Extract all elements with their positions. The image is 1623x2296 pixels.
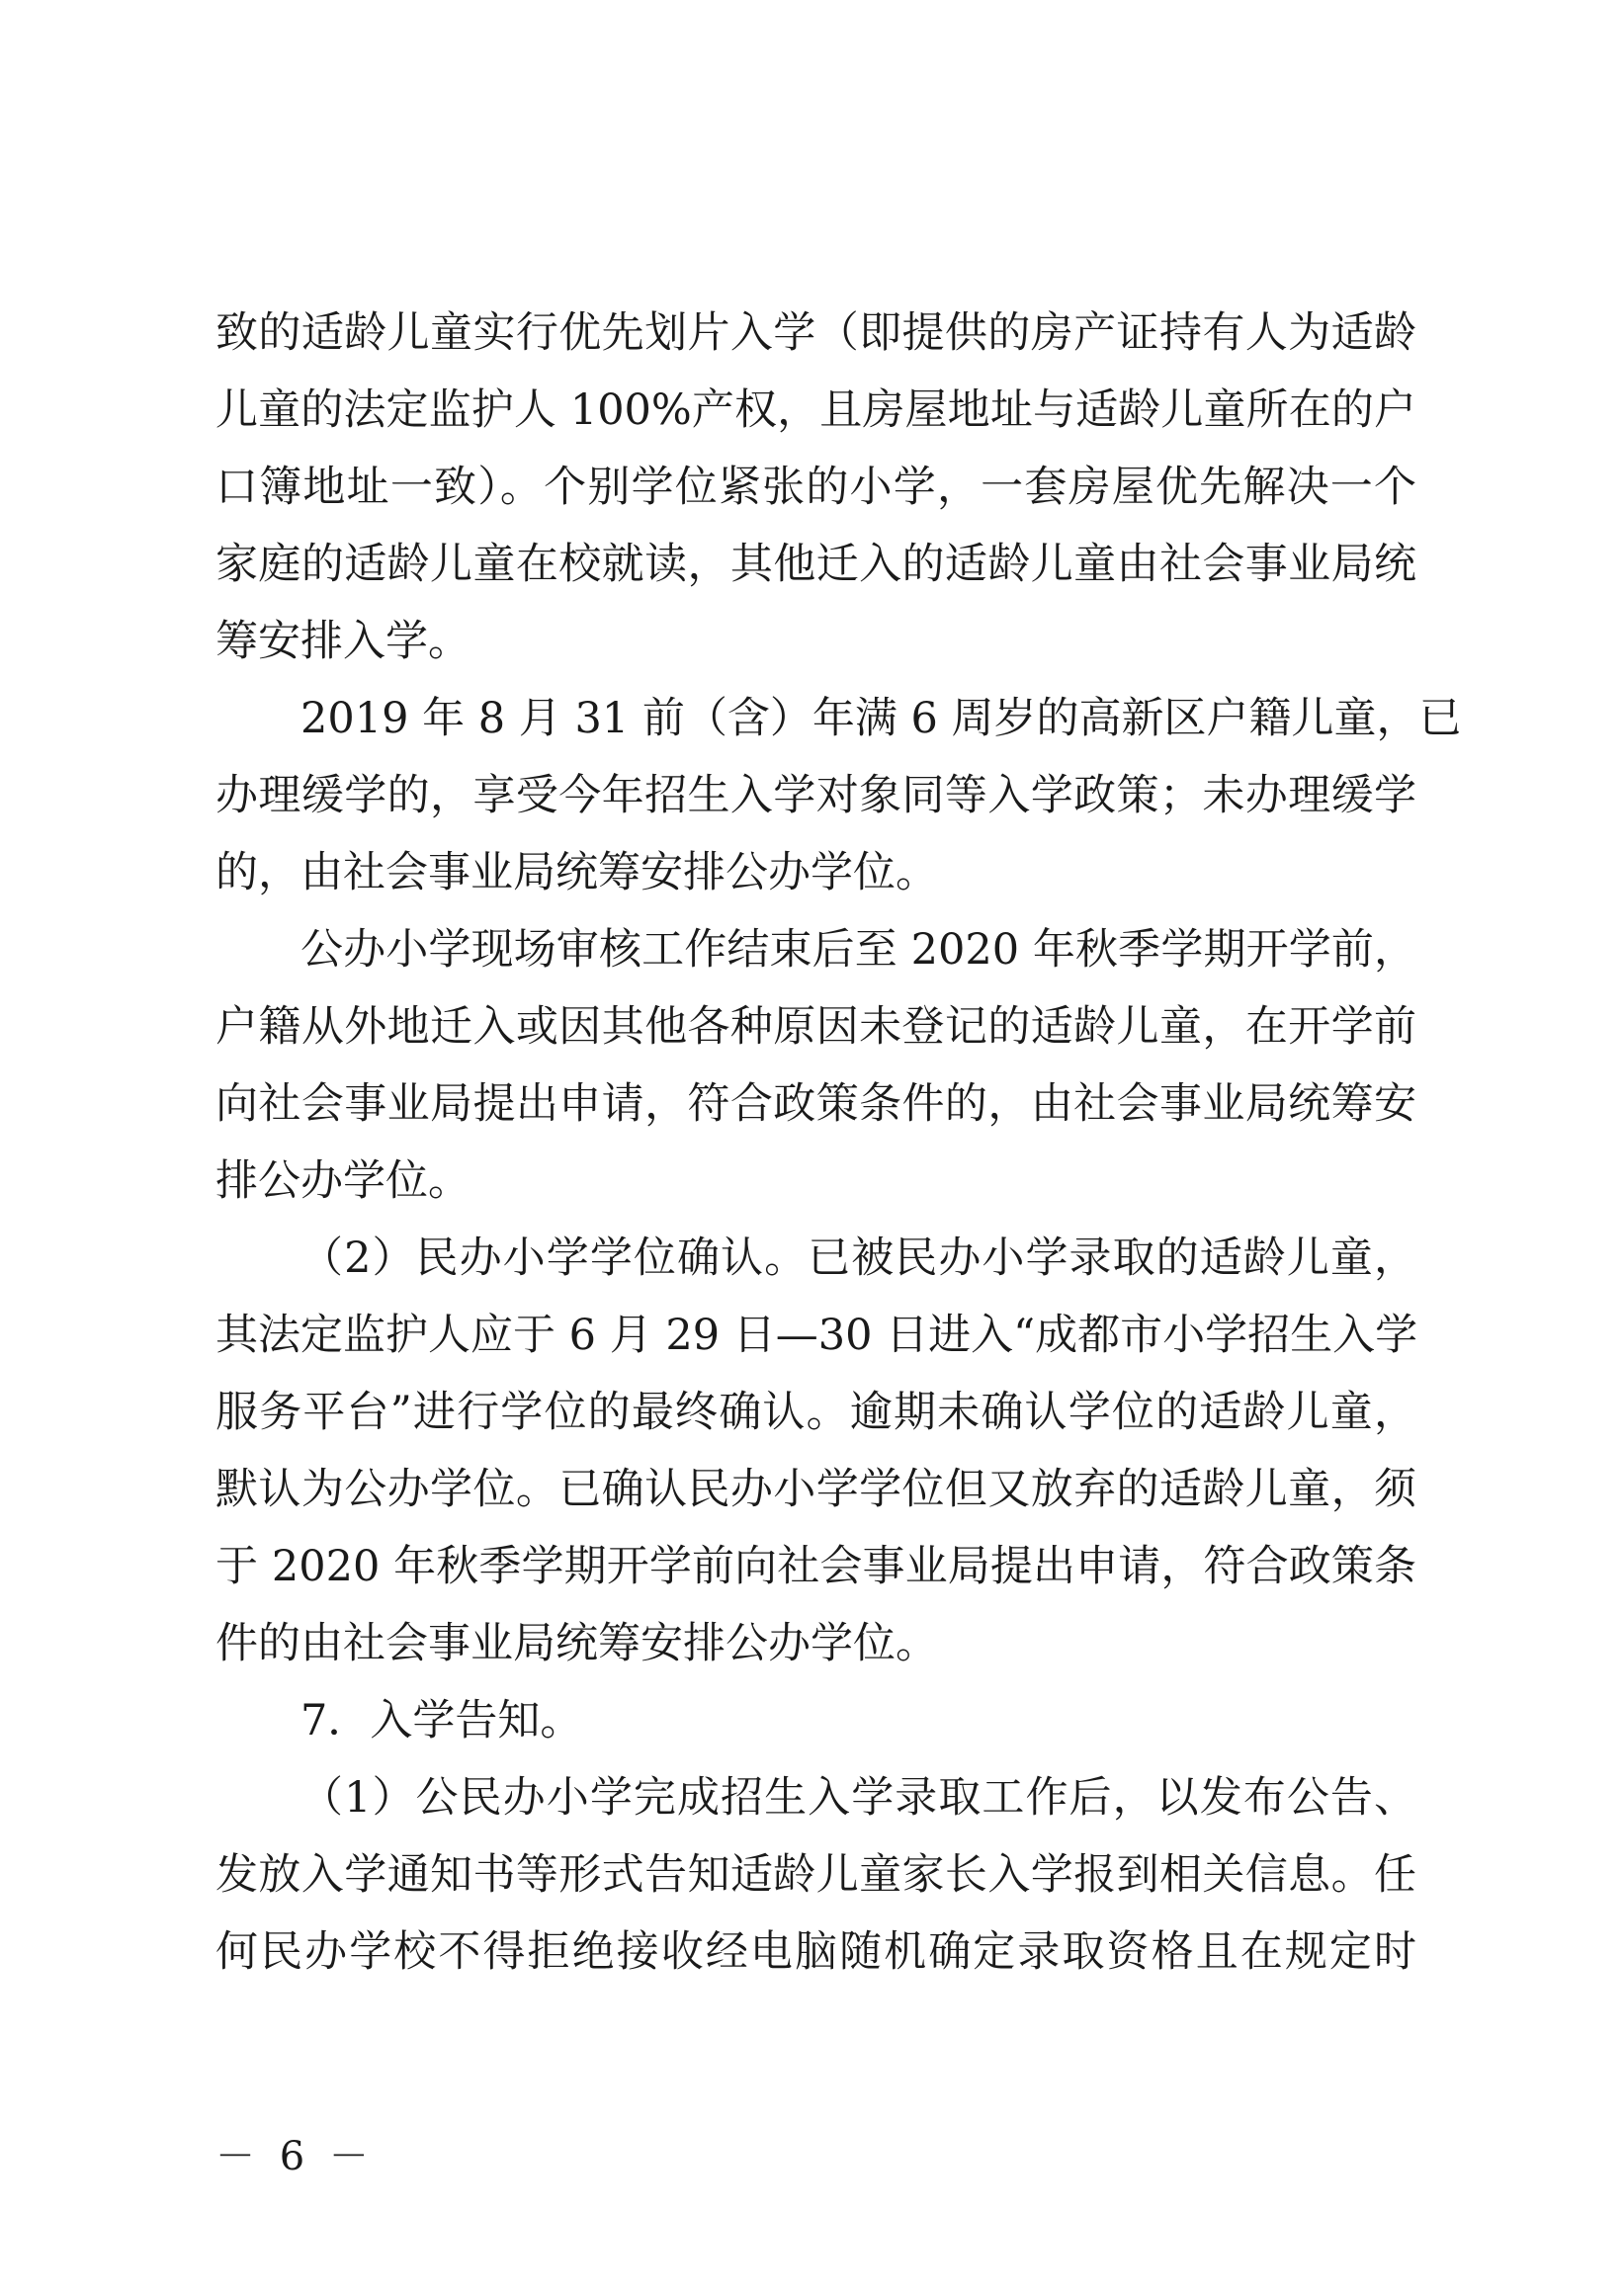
text-line: 默认为公办学位。已确认民办小学学位但又放弃的适龄儿童，须 [215,1465,1416,1514]
page-number: － 6 － [215,2134,375,2179]
text-line: 家庭的适龄儿童在校就读，其他迁入的适龄儿童由社会事业局统 [215,540,1416,589]
text-line: 服务平台”进行学位的最终确认。逾期未确认学位的适龄儿童， [215,1388,1416,1437]
text-line: 于 2020 年秋季学期开学前向社会事业局提出申请，符合政策条 [215,1542,1416,1591]
text-line: 的，由社会事业局统筹安排公办学位。 [215,848,938,897]
text-line: 件的由社会事业局统筹安排公办学位。 [215,1619,938,1668]
text-line: 2019 年 8 月 31 前（含）年满 6 周岁的高新区户籍儿童，已 [300,694,1462,743]
body-text [215,295,1462,1991]
text-line: 发放入学通知书等形式告知适龄儿童家长入学报到相关信息。任 [215,1850,1416,1900]
text-line: 户籍从外地迁入或因其他各种原因未登记的适龄儿童，在开学前 [215,1002,1416,1052]
text-line: 致的适龄儿童实行优先划片入学（即提供的房产证持有人为适龄 [215,308,1416,358]
text-line: 筹安排入学。 [215,617,470,666]
text-line: 向社会事业局提出申请，符合政策条件的，由社会事业局统筹安 [215,1079,1416,1129]
text-line: （2）民办小学学位确认。已被民办小学录取的适龄儿童， [300,1233,1416,1283]
text-line: 口簿地址一致）。个别学位紧张的小学，一套房屋优先解决一个 [215,463,1416,512]
text-line: 排公办学位。 [215,1156,470,1206]
text-line: （1）公民办小学完成招生入学录取工作后，以发布公告、 [300,1773,1416,1823]
text-line: 儿童的法定监护人 100%产权，且房屋地址与适龄儿童所在的户 [215,385,1416,435]
text-line: 何民办学校不得拒绝接收经电脑随机确定录取资格且在规定时 [215,1927,1416,1977]
text-line: 公办小学现场审核工作结束后至 2020 年秋季学期开学前， [300,925,1416,975]
section-heading: 7．入学告知。 [300,1696,583,1745]
text-line: 办理缓学的，享受今年招生入学对象同等入学政策；未办理缓学 [215,771,1416,820]
text-line: 其法定监护人应于 6 月 29 日—30 日进入“成都市小学招生入学 [215,1311,1418,1360]
